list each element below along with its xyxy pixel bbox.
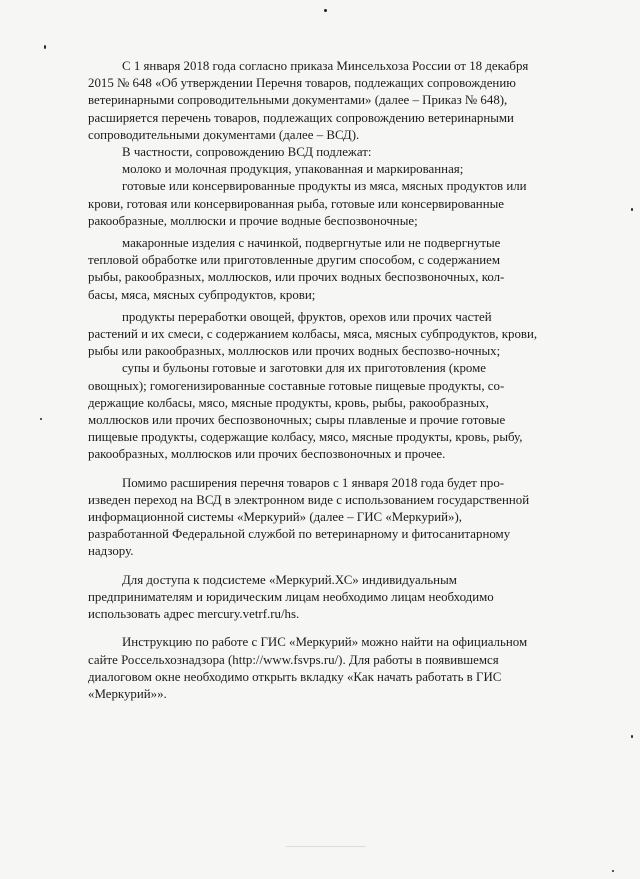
scan-speck bbox=[324, 9, 327, 12]
paragraph-in-particular bbox=[88, 144, 596, 161]
text-line: пищевые продукты, содержащие колбасу, мясо, мясные продукты, кровь, рыбу, bbox=[88, 430, 523, 445]
text-line: В частности, сопровождению ВСД подлежат: bbox=[122, 145, 372, 160]
text-line: предпринимателям и юридическим лицам необходимо лицам необходимо bbox=[88, 589, 494, 604]
text-line: сопроводительными документами (далее – ВСД). bbox=[88, 127, 360, 142]
text-line: ветеринарными сопроводительными документами» (далее – Приказ № 648), bbox=[88, 93, 508, 108]
text-line: расширяется перечень товаров, подлежащих сопровождению ветеринарными bbox=[88, 110, 514, 125]
paragraph-access bbox=[88, 572, 596, 624]
text-line: крови, готовая или консервированная рыба, готовые или консервированные bbox=[88, 196, 504, 211]
text-line: басы, мяса, мясных субпродуктов, крови; bbox=[88, 287, 316, 302]
text-line: готовые или консервированные продукты из мяса, мясных продуктов или bbox=[122, 179, 527, 194]
text-line: рыбы, ракообразных, моллюсков, или прочих водных беспозвоночных, кол- bbox=[88, 270, 505, 285]
text-line: Для доступа к подсистеме «Меркурий.ХС» индивидуальным bbox=[122, 572, 457, 587]
list-item-canned-products bbox=[88, 178, 596, 230]
text-line: изведен переход на ВСД в электронном виде с использованием государственной bbox=[88, 492, 530, 507]
list-item-vegetable-products bbox=[88, 309, 596, 361]
text-line: С 1 января 2018 года согласно приказа Минсельхоза России от 18 декабря bbox=[122, 59, 529, 73]
text-line: ракообразных, моллюсков или прочих беспозвоночных и прочее. bbox=[88, 447, 446, 462]
text-line: ракообразные, моллюски и прочие водные беспозвоночные; bbox=[88, 213, 418, 228]
text-line: диалоговом окне необходимо открыть вкладку «Как начать работать в ГИС bbox=[88, 669, 502, 684]
text-line: моллюсков или прочих беспозвоночных; сыры плавленые и прочие готовые bbox=[88, 413, 506, 428]
text-line: информационной системы «Меркурий» (далее – ГИС «Меркурий»), bbox=[88, 510, 462, 525]
text-line: «Меркурий»». bbox=[88, 686, 167, 701]
scan-speck bbox=[631, 735, 633, 738]
list-item-pasta bbox=[88, 235, 596, 304]
list-item-milk bbox=[88, 161, 596, 178]
text-line: овощных); гомогенизированные составные готовые пищевые продукты, со- bbox=[88, 378, 505, 393]
text-line: растений и их смеси, с содержанием колбасы, мяса, мясных субпродуктов, крови, bbox=[88, 327, 538, 342]
scan-speck bbox=[631, 208, 633, 211]
paragraph-instructions bbox=[88, 634, 596, 703]
text-line: Инструкцию по работе с ГИС «Меркурий» можно найти на официальном bbox=[122, 635, 528, 650]
text-line: Помимо расширения перечня товаров с 1 января 2018 года будет про- bbox=[122, 475, 505, 490]
scan-speck bbox=[44, 45, 46, 49]
bleed-through-mark bbox=[286, 846, 366, 871]
text-line: 2015 № 648 «Об утверждении Перечня товаров, подлежащих сопровождению bbox=[88, 76, 516, 91]
list-item-soups bbox=[88, 360, 596, 463]
paragraph-intro bbox=[88, 58, 596, 144]
scan-speck bbox=[40, 418, 42, 420]
text-line: рыбы или ракообразных, моллюсков или прочих водных беспозво-ночных; bbox=[88, 344, 501, 359]
text-line: держащие колбасы, мясо, мясные продукты, кровь, рыбы, ракообразных, bbox=[88, 395, 489, 410]
scan-speck bbox=[612, 870, 614, 872]
text-line: использовать адрес mercury.vetrf.ru/hs. bbox=[88, 607, 300, 622]
text-line: продукты переработки овощей, фруктов, орехов или прочих частей bbox=[122, 309, 492, 324]
document-body bbox=[88, 58, 596, 703]
text-line: супы и бульоны готовые и заготовки для их приготовления (кроме bbox=[122, 361, 486, 376]
text-line: макаронные изделия с начинкой, подвергнутые или не подвергнутые bbox=[122, 236, 501, 251]
text-line: молоко и молочная продукция, упакованная и маркированная; bbox=[122, 162, 464, 177]
text-line: надзору. bbox=[88, 544, 134, 559]
text-line: тепловой обработке или приготовленные другим способом, с содержанием bbox=[88, 253, 501, 268]
paragraph-mercury-transition bbox=[88, 475, 596, 561]
text-line: сайте Россельхознадзора (http://www.fsvps.ru/). Для работы в появившемся bbox=[88, 652, 499, 667]
text-line: разработанной Федеральной службой по ветеринарному и фитосанитарному bbox=[88, 527, 511, 542]
